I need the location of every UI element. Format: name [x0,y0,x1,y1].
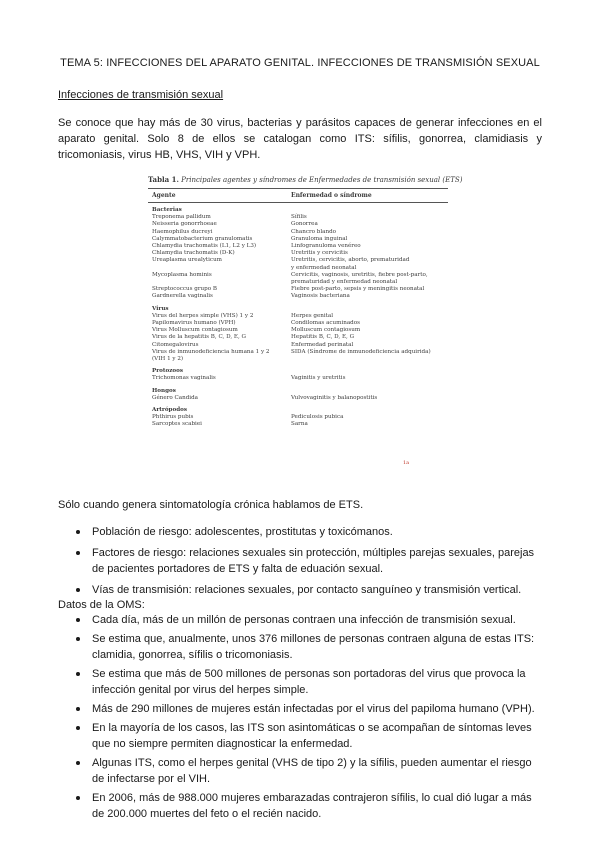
bullet-item [58,582,542,598]
table-cell-disease: Gonorrea [291,221,318,228]
table-row [148,236,448,243]
bullet-text: Se estima que, anualmente, unos 376 millones de personas contraen alguna de estas ITS: clamidia, gonorrea, sífilis o tricomoniasis. [92,633,535,661]
bullet-item [58,720,542,752]
table-cell-agent: Papilomavirus humano (VPH) [152,320,236,327]
oms-heading: Datos de la OMS: [58,599,145,611]
table-cell-disease: Enfermedad perinatal [291,341,354,348]
bullet-text: Algunas ITS, como el herpes genital (VHS de tipo 2) y la sífilis, pueden aumentar el riesgo de infectarse por el VIH. [92,757,532,785]
table-cell-disease: Hepatitis B, C, D, E, G [291,334,355,341]
bullet-item [58,701,542,717]
table-cell-agent: Streptococcus grupo B [152,286,217,293]
table-row [148,293,448,300]
table-cell-disease: Cervicitis, vaginosis, uretritis, fiebre post-parto, [291,271,428,278]
table-cell-agent: Neisseria gonorrhoeae [152,221,217,228]
table-row [148,327,448,334]
bullet-dot-icon [76,796,80,800]
ets-sentence: Sólo cuando genera sintomatología crónica hablamos de ETS. [58,499,364,511]
table-cell-disease: Granuloma inguinal [291,235,348,242]
bullet-text: Más de 290 millones de mujeres están infectadas por el virus del papiloma humano (VPH). [92,703,535,715]
table-row [148,356,448,363]
table-cell-disease: Fiebre post-parto, sepsis y meningitis neonatal [291,286,425,293]
bullet-text: Se estima que más de 500 millones de personas son portadoras del virus que provoca la infección genital por virus del herpes simple. [92,668,526,696]
table-caption [148,175,463,184]
table-cell-agent: Treponema pallidum [152,214,211,221]
bullet-dot-icon [76,618,80,622]
bullet-item [58,631,542,663]
table-cell-disease: Uretritis, cervicitis, aborto, prematuridad [291,257,410,264]
bullet-item [58,666,542,698]
table-cell-agent: Gardnerella vaginalis [152,293,213,300]
table-cell-disease: Uretritis y cervicitis [291,250,348,257]
table-group-heading: Artrópodos [152,407,187,414]
bullet-dot-icon [76,707,80,711]
risk-list [58,524,542,603]
table-cell-agent: Virus del herpes simple (VHS) 1 y 2 [152,312,254,319]
bullet-dot-icon [76,530,80,534]
bullet-item [58,524,542,540]
table-cell-agent: Virus de inmunodeficiencia humana 1 y 2 [152,348,270,355]
table-group-heading: Virus [152,305,169,312]
table-row [148,257,448,264]
table-row [148,272,448,279]
table-row [148,286,448,293]
document-title: TEMA 5: INFECCIONES DEL APARATO GENITAL. INFECCIONES DE TRANSMISIÓN SEXUAL [60,57,540,69]
table-cell-disease: Vulvovaginitis y balanopostitis [291,394,378,401]
table-cell-agent: (VIH 1 y 2) [152,356,184,363]
table-row [148,349,448,356]
bullet-text: Factores de riesgo: relaciones sexuales sin protección, múltiples parejas sexuales, parejas de pacientes portadores de ETS y falta de eduación sexual. [92,547,535,575]
table-row [148,342,448,349]
bullet-dot-icon [76,637,80,641]
bullet-dot-icon [76,551,80,555]
table-cell-disease: Vaginosis bacteriana [291,293,350,300]
table-cell-agent: Virus Molluscum contagiosum [152,327,238,334]
table-row [148,229,448,236]
bullet-item [58,612,542,628]
bullet-text: Vías de transmisión: relaciones sexuales, por contacto sanguíneo y transmisión vertical. [92,584,522,596]
table-row [148,279,448,286]
bullet-dot-icon [76,726,80,730]
table-cell-disease: y enfermedad neonatal [291,264,357,271]
table-cell-disease: Sífilis [291,214,307,221]
table-group-heading: Protozoos [152,368,183,375]
table-row [148,214,448,221]
table-cell-disease: Molluscum contagiosum [291,327,361,334]
bullet-dot-icon [76,588,80,592]
oms-list [58,612,542,825]
table-row [148,421,448,428]
table-cell-agent: Virus de la hepatitis B, C, D, E, G [152,334,247,341]
bullet-text: En la mayoría de los casos, las ITS son asintomáticas o se acompañan de síntomas leves que no siempre permiten diagnosticar la enfermedad. [92,722,532,750]
table-cell-agent: Phthirus pubis [152,414,194,421]
table-group-heading: Bacterias [152,207,182,213]
table-cell-disease: Linfogranuloma venéreo [291,243,361,250]
table-cell-disease: Condilomas acuminados [291,320,360,327]
table-cell-disease: Sarna [291,421,308,428]
table-cell-disease: Herpes genital [291,312,334,319]
bullet-item [58,545,542,577]
table-group-spacer [148,402,448,405]
table-cell-agent: Citomegalovirus [152,341,199,348]
table-cell-agent [148,279,291,286]
ets-agents-table [148,175,463,466]
table-cell-disease: Chancro blando [291,228,337,235]
table-group-spacer [148,363,448,366]
table-header-disease: Enfermedad o síndrome [291,192,372,199]
bullet-item [58,755,542,787]
table-row [148,395,448,402]
table-cell-agent: Mycoplasma hominis [152,271,212,278]
table-row [148,250,448,257]
table-cell-disease [291,356,448,363]
table-row [148,320,448,327]
table-cell-agent: Chlamydia trachomatis (L1, L2 y L3) [152,243,257,250]
bullet-text: En 2006, más de 988.000 mujeres embarazadas contrajeron sífilis, lo cual dió lugar a más de 200.000 muertes del feto o el recién nacido. [92,792,532,820]
table-header-row [148,189,448,202]
table-row [148,313,448,320]
table-group-heading: Hongos [152,387,176,394]
table-body [148,203,448,429]
section-subheading: Infecciones de transmisión sexual [58,89,224,101]
intro-paragraph: Se conoce que hay más de 30 virus, bacterias y parásitos capaces de generar infecciones en el aparato genital. Solo 8 de ellos se catalogan como ITS: sífilis, gonorrea, clamidiasis y tricomoniasis, virus HB, VHS, VIH y VPH. [58,117,542,161]
table-cell-agent: Sarcoptes scabiei [152,421,202,428]
bullet-text: Población de riesgo: adolescentes, prostitutas y toxicómanos. [92,526,393,538]
table-cell-agent: Ureaplasma urealyticum [152,257,222,264]
table-cell-disease: SIDA (Síndrome de inmunodeficiencia adquirida) [291,348,431,355]
table-cell-agent: Género Candida [152,394,199,401]
table-cell-agent [148,265,291,272]
table-cell-agent: Haemophilus ducreyi [152,228,213,235]
table-cell-agent: Chlamydia trachomatis (D-K) [152,250,235,257]
table-cell-disease: Pediculosis pubica [291,414,344,421]
table-cell-disease: Vaginitis y uretritis [291,375,346,382]
table-row [148,334,448,341]
table-row [148,221,448,228]
table-row [148,375,448,382]
table-mark: 1a [403,460,410,466]
table-row [148,414,448,421]
table-row [148,265,448,272]
table-caption-label: Tabla 1. [148,175,179,184]
bullet-dot-icon [76,761,80,765]
table-cell-agent: Trichomonas vaginalis [152,375,216,382]
bullet-item [58,790,542,822]
table-group-spacer [148,301,448,304]
table-cell-agent: Calymmatobacterium granulomatis [152,235,253,242]
bullet-dot-icon [76,672,80,676]
table-caption-text: Principales agentes y síndromes de Enfermedades de transmisión sexual (ETS) [181,176,463,184]
table-cell-disease: prematuridad y enfermedad neonatal [291,279,398,286]
table-header-agent: Agente [152,192,176,199]
table-group-spacer [148,383,448,386]
bullet-text: Cada día, más de un millón de personas contraen una infección de transmisión sexual. [92,614,516,626]
